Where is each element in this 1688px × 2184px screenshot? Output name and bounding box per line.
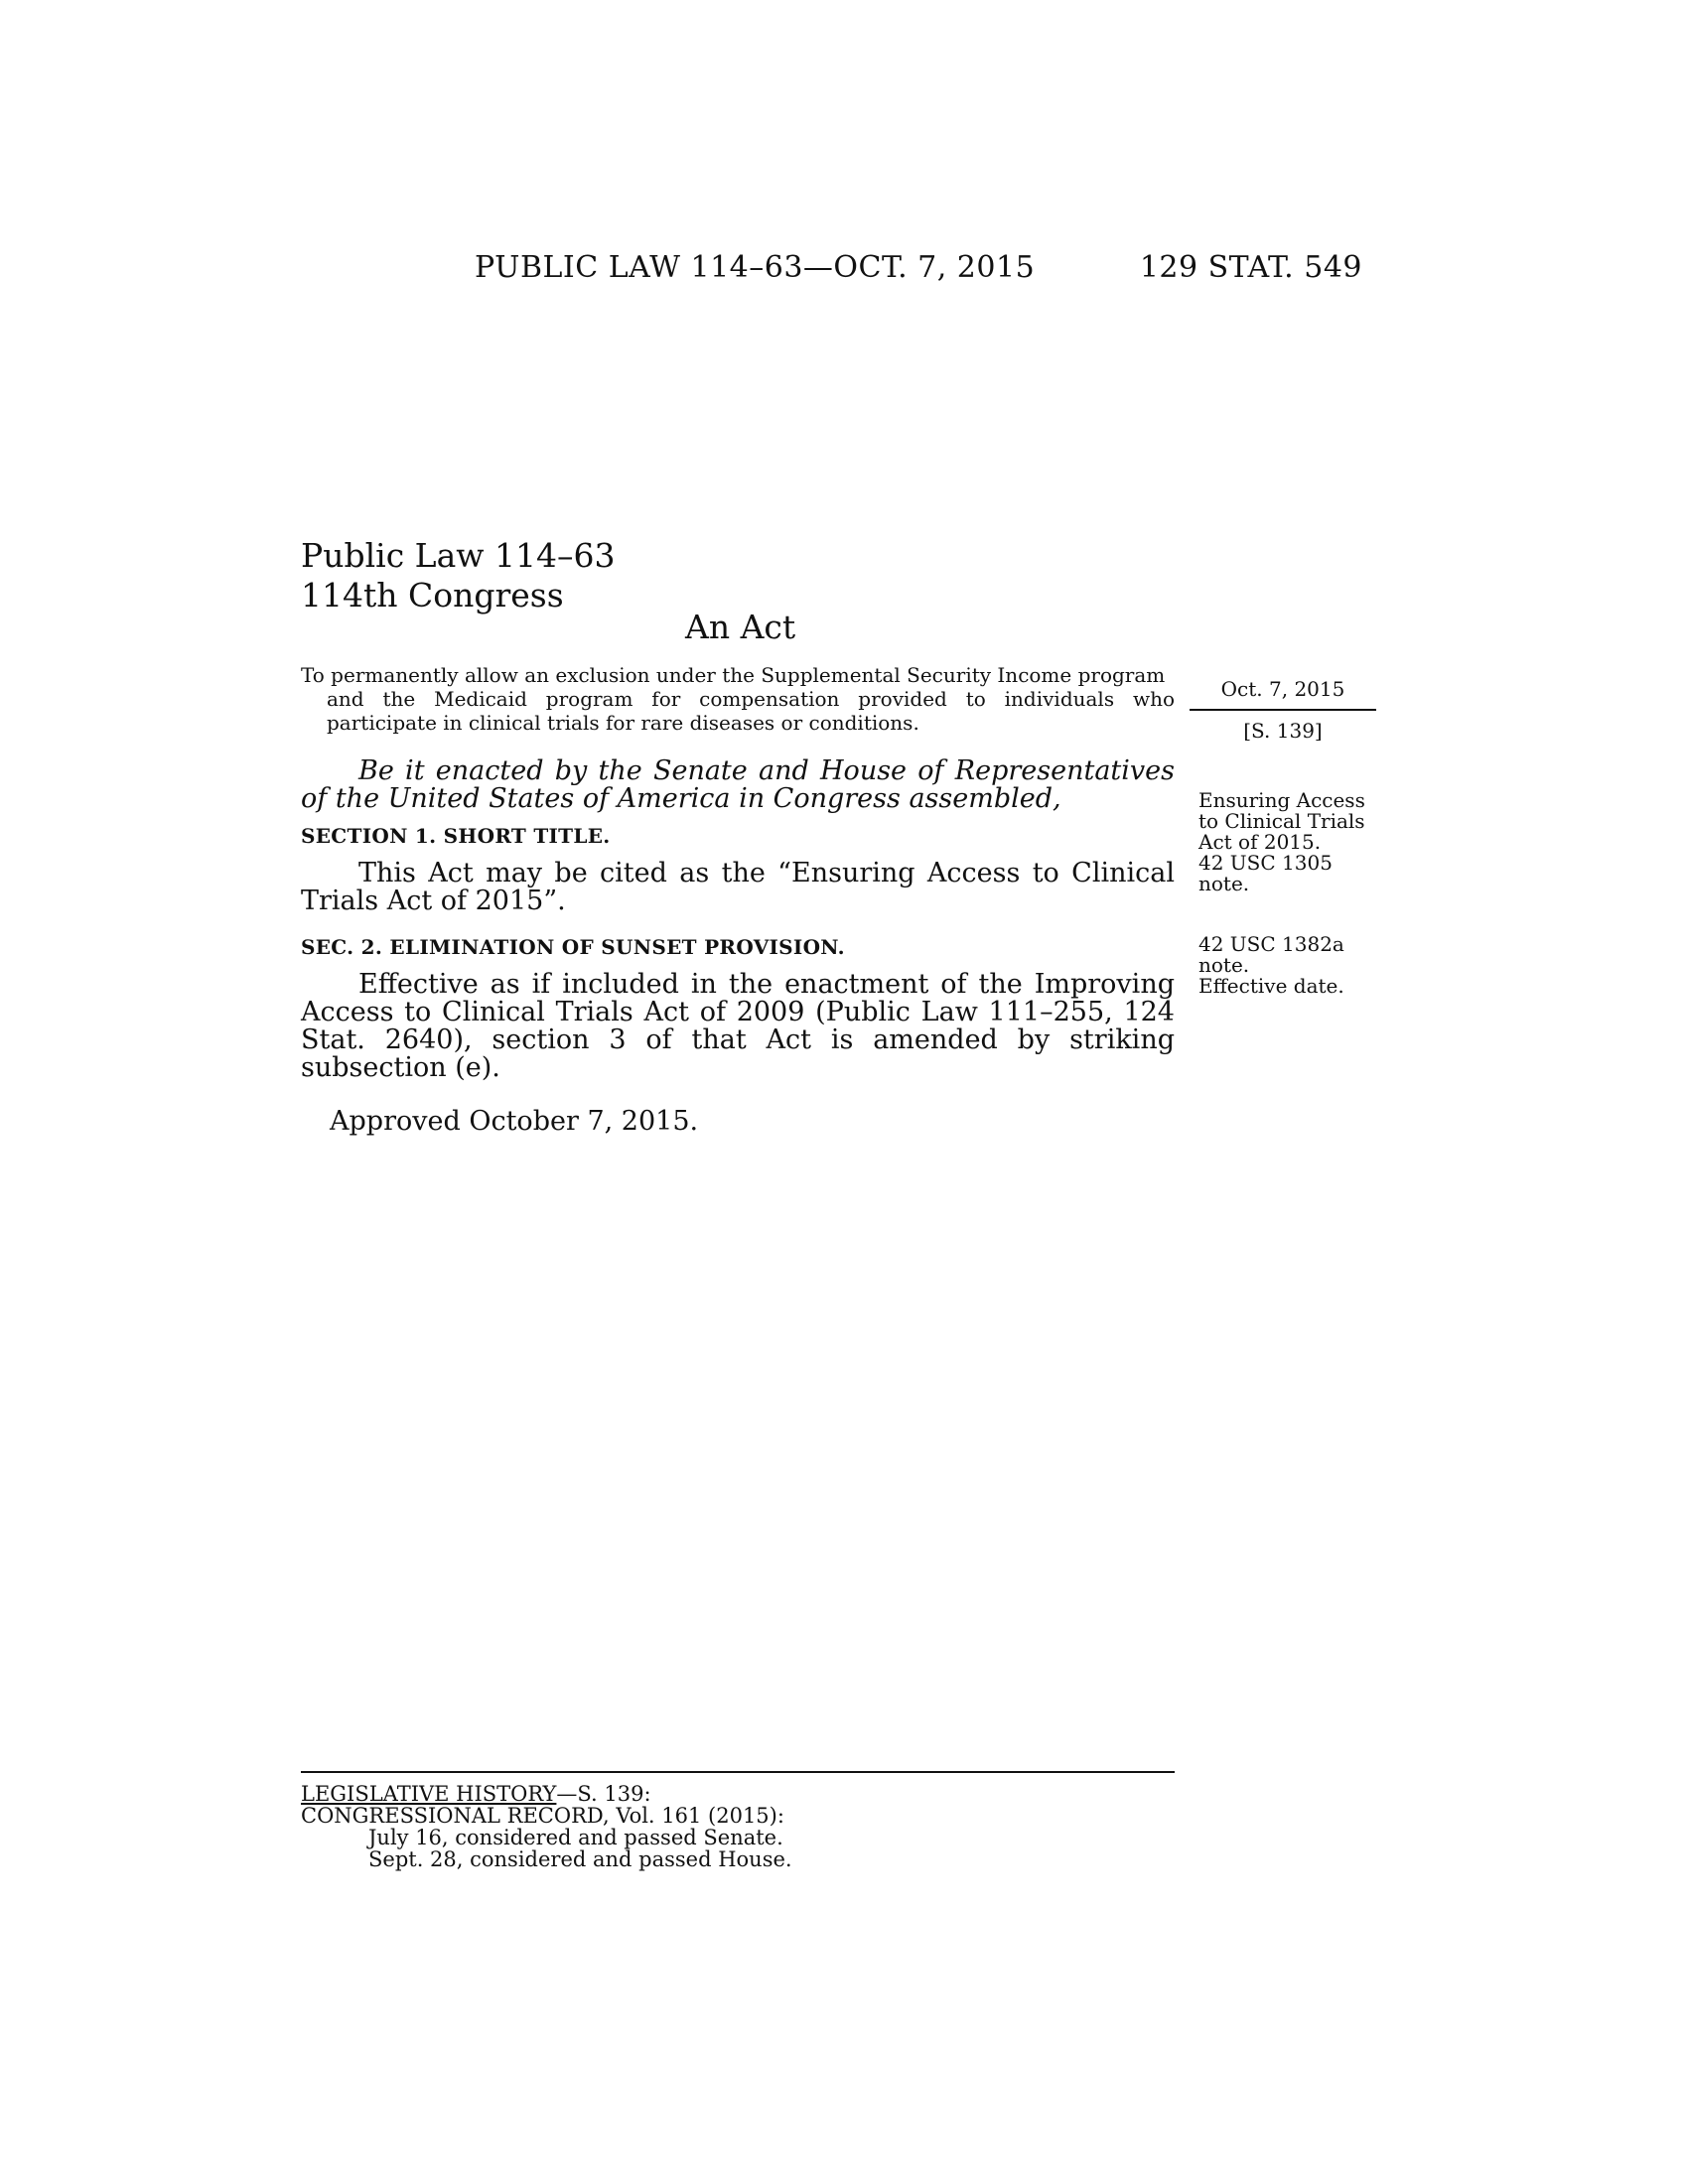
margin-note-effective (1198, 934, 1387, 997)
public-law-number: Public Law 114–63 (301, 536, 616, 575)
enactment-date-box (1190, 677, 1376, 743)
margin-note-line: Act of 2015. (1198, 830, 1322, 854)
purpose-clause (301, 663, 1175, 735)
margin-note-line: to Clinical Trials (1198, 809, 1365, 833)
approval-line: Approved October 7, 2015. (330, 1106, 699, 1137)
purpose-line-1: To permanently allow an exclusion under the Supplemental Security Income program (301, 663, 1166, 687)
section-2-text: Effective as if included in the enactment of the Improving Access to Clinical Trials Act of 2009 (Public Law 111–255, 124 Stat. 2640), section 3 of that Act is amended by striking subsection (e). (301, 969, 1175, 1083)
section-1-heading: SECTION 1. SHORT TITLE. (301, 824, 611, 848)
date-rule (1190, 709, 1376, 711)
legislative-history-bill: —S. 139: (556, 1782, 651, 1806)
purpose-continuation: and the Medicaid program for compensation provided to individuals who participate in clinical trials for rare diseases or conditions. (327, 687, 1175, 735)
margin-note-line: Ensuring Access (1198, 788, 1365, 812)
margin-note-short-title (1198, 790, 1387, 894)
history-item: Sept. 28, considered and passed House. (368, 1847, 792, 1871)
margin-note-line: note. (1198, 872, 1250, 895)
enactment-date: Oct. 7, 2015 (1220, 677, 1345, 701)
legislative-history-title: LEGISLATIVE HISTORY (301, 1782, 557, 1806)
section-2-heading: SEC. 2. ELIMINATION OF SUNSET PROVISION. (301, 935, 845, 959)
section-1-text: This Act may be cited as the “Ensuring Access to Clinical Trials Act of 2015”. (301, 858, 1175, 916)
margin-note-line: note. (1198, 953, 1250, 977)
bill-number: [S. 139] (1243, 719, 1323, 743)
footnote-rule (301, 1771, 1175, 1773)
act-heading: An Act (685, 608, 796, 646)
margin-note-line: Effective date. (1198, 974, 1344, 998)
margin-note-line: 42 USC 1382a (1198, 932, 1344, 956)
congress-number: 114th Congress (301, 576, 564, 614)
enacting-clause-text: Be it enacted by the Senate and House of Representatives of the United States of America in Congress assembled, (301, 755, 1175, 814)
legislative-history (301, 1783, 1195, 1870)
legislative-history-heading (301, 1783, 1195, 1805)
running-header-page: 129 STAT. 549 (1139, 250, 1362, 285)
margin-note-line: 42 USC 1305 (1198, 851, 1333, 875)
law-title-block (301, 536, 615, 615)
history-item: July 16, considered and passed Senate. (368, 1826, 783, 1849)
running-header-left: PUBLIC LAW 114–63—OCT. 7, 2015 (475, 250, 1036, 285)
enacting-clause (301, 757, 1175, 813)
congressional-record: CONGRESSIONAL RECORD, Vol. 161 (2015): (301, 1804, 784, 1828)
